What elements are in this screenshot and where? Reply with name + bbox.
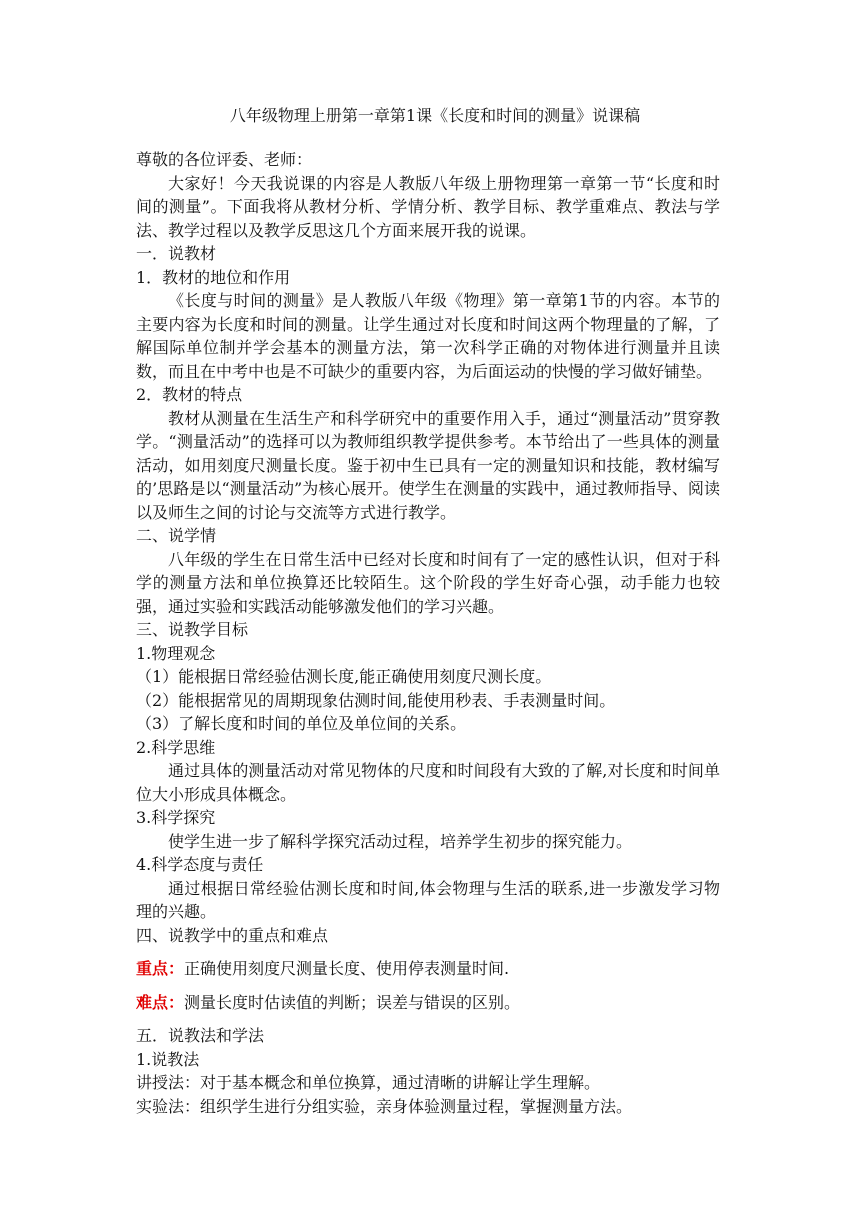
subheading-scientific-inquiry: 3.科学探究 [136, 808, 216, 827]
key-point-text: 正确使用刻度尺测量长度、使用停表测量时间. [184, 959, 510, 978]
section-heading-students: 二、说学情 [136, 526, 217, 545]
intro-paragraph: 大家好！今天我说课的内容是人教版八年级上册物理第一章第一节“长度和时间的测量”。下面我将从教材分析、学情分析、教学目标、教学重难点、教法与学法、教学过程以及教学反思这几个方面来展开我的说课。 [136, 173, 720, 240]
key-point-label: 重点： [136, 959, 185, 978]
difficult-point-label: 难点： [136, 992, 185, 1012]
subheading-teaching-method: 1.说教法 [136, 1049, 200, 1069]
subheading-attitude: 4.科学态度与责任 [136, 855, 264, 874]
paragraph-scientific-inquiry: 使学生进一步了解科学探究活动过程，培养学生初步的探究能力。 [168, 831, 633, 851]
objective-item: （2）能根据常见的周期现象估测时间,能使用秒表、手表测量时间。 [136, 690, 616, 710]
difficult-point-text: 测量长度时估读值的判断；误差与错误的区别。 [184, 992, 521, 1012]
method-item: 实验法：组织学生进行分组实验，亲身体验测量过程，掌握测量方法。 [136, 1096, 633, 1116]
subheading-physics-concept: 1.物理观念 [136, 643, 216, 663]
paragraph-attitude: 通过根据日常经验估测长度和时间,体会物理与生活的联系,进一步激发学习物理的兴趣。 [136, 878, 720, 921]
document-title: 八年级物理上册第一章第1课《长度和时间的测量》说课稿 [229, 106, 641, 125]
subheading-features: 2．教材的特点 [136, 385, 243, 404]
objective-item: （3）了解长度和时间的单位及单位间的关系。 [136, 714, 467, 733]
greeting: 尊敬的各位评委、老师： [136, 150, 313, 169]
method-item: 讲授法：对于基本概念和单位换算，通过清晰的讲解让学生理解。 [136, 1073, 601, 1092]
section-heading-methods: 五．说教法和学法 [136, 1026, 265, 1045]
paragraph-scientific-thinking: 通过具体的测量活动对常见物体的尺度和时间段有大致的了解,对长度和时间单位大小形成具体概念。 [136, 761, 720, 804]
paragraph-students: 八年级的学生在日常生活中已经对长度和时间有了一定的感性认识，但对于科学的测量方法和单位换算还比较陌生。这个阶段的学生好奇心强，动手能力也较强，通过实验和实践活动能够激发他们的学习兴趣。 [136, 549, 720, 616]
paragraph-role: 《长度与时间的测量》是人教版八年级《物理》第一章第1节的内容。本节的主要内容为长度和时间的测量。让学生通过对长度和时间这两个物理量的了解，了解国际单位制并学会基本的测量方法，第一次科学正确的对物体进行测量并且读数，而且在中考中也是不可缺少的重要内容，为后面运动的快慢的学习做好铺垫。 [136, 291, 720, 381]
key-point-line [136, 957, 720, 981]
section-heading-objectives: 三、说教学目标 [136, 620, 249, 639]
paragraph-features: 教材从测量在生活生产和科学研究中的重要作用入手，通过“测量活动”贯穿教学。“测量活动”的选择可以为教师组织教学提供参考。本节给出了一些具体的测量活动，如用刻度尺测量长度。鉴于初中生已具有一定的测量知识和技能，教材编写的’思路是以“测量活动”为核心展开。使学生在测量的实践中，通过教师指导、阅读以及师生之间的讨论与交流等方式进行教学。 [136, 408, 720, 522]
section-heading-key-points: 四、说教学中的重点和难点 [136, 925, 329, 945]
objective-item: （1）能根据日常经验估测长度,能正确使用刻度尺测长度。 [136, 667, 552, 686]
document-body [136, 148, 720, 1118]
subheading-role: 1．教材的地位和作用 [136, 267, 291, 287]
difficult-point-line [136, 991, 720, 1015]
section-heading-textbook: 一．说教材 [136, 244, 217, 263]
subheading-scientific-thinking: 2.科学思维 [136, 737, 216, 757]
